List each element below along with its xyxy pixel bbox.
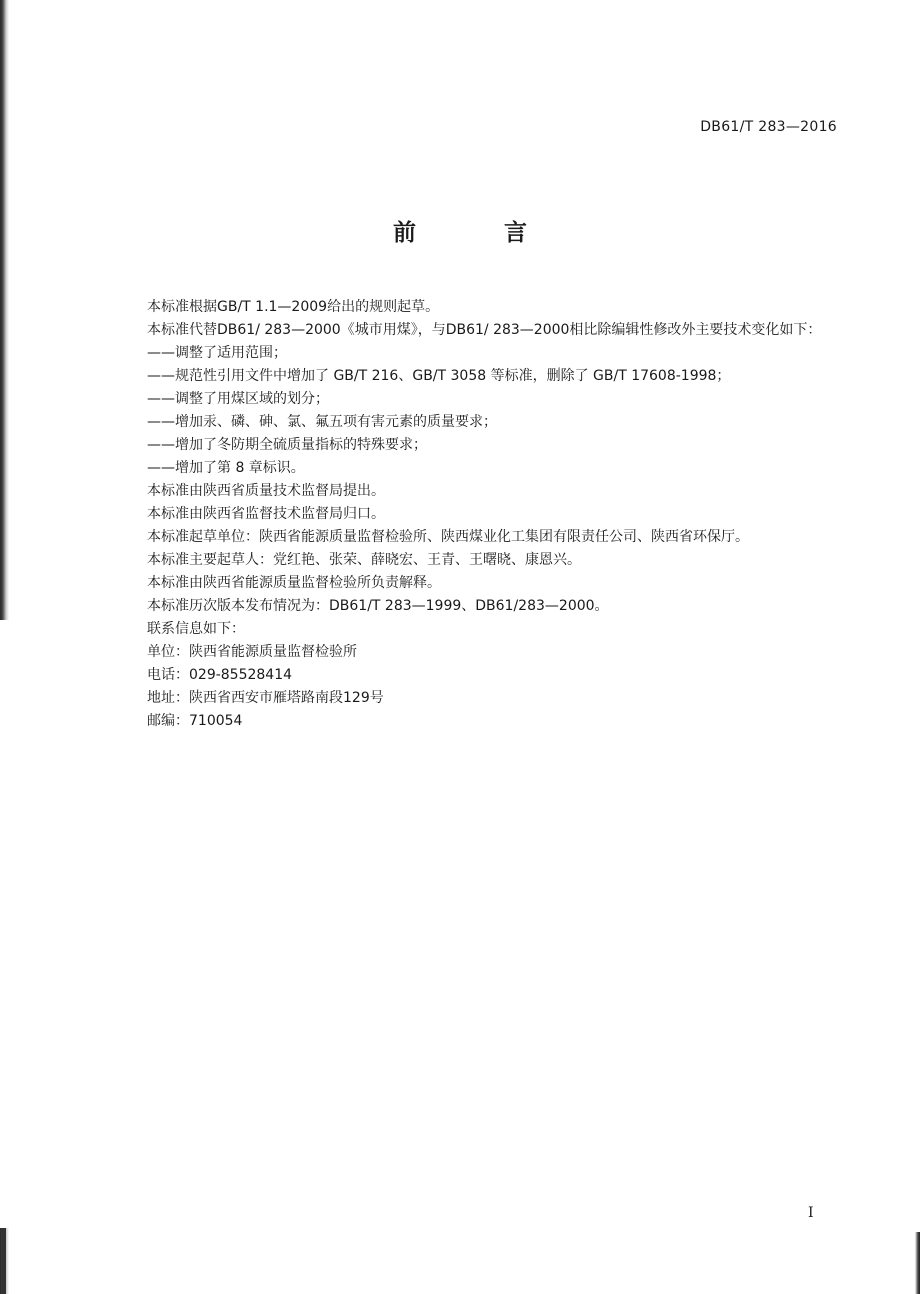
paragraph-drafters: 本标准主要起草人：党红艳、张荣、薛晓宏、王青、王曙晓、康恩兴。	[147, 552, 581, 568]
change-item: ——调整了用煤区域的划分；	[147, 391, 329, 407]
change-item: ——增加汞、磷、砷、氯、氟五项有害元素的质量要求；	[147, 414, 497, 430]
contact-heading: 联系信息如下：	[147, 621, 245, 637]
contact-phone: 电话：029-85528414	[147, 667, 293, 683]
paragraph-version-history: 本标准历次版本发布情况为：DB61/T 283—1999、DB61/283—2000。	[147, 598, 609, 614]
change-item: ——调整了适用范围；	[147, 345, 287, 361]
page-title: 前 言	[392, 220, 567, 246]
paragraph-proposed-by: 本标准由陕西省质量技术监督局提出。	[147, 483, 385, 499]
paragraph-drafting-rules: 本标准根据GB/T 1.1—2009给出的规则起草。	[147, 299, 440, 315]
paragraph-centralized-by: 本标准由陕西省监督技术监督局归口。	[147, 506, 385, 522]
contact-unit: 单位：陕西省能源质量监督检验所	[147, 644, 357, 660]
scan-edge-left-gap	[0, 620, 10, 1228]
paragraph-interpretation: 本标准由陕西省能源质量监督检验所负责解释。	[147, 575, 441, 591]
changes-list	[119, 342, 839, 480]
scan-edge-right-lower	[915, 1232, 920, 1294]
contact-postcode: 邮编：710054	[147, 713, 243, 729]
document-body	[119, 296, 839, 733]
change-item: ——增加了第 8 章标识。	[147, 460, 305, 476]
change-item: ——规范性引用文件中增加了 GB/T 216、GB/T 3058 等标准，删除了 GB/T 17608-1998；	[147, 368, 731, 384]
contact-address: 地址：陕西省西安市雁塔路南段129号	[147, 690, 384, 706]
change-item: ——增加了冬防期全硫质量指标的特殊要求；	[147, 437, 427, 453]
document-code: DB61/T 283—2016	[700, 119, 837, 135]
paragraph-drafting-units: 本标准起草单位：陕西省能源质量监督检验所、陕西煤业化工集团有限责任公司、陕西省环保厅。	[147, 529, 749, 545]
scan-edge-left-lower	[2, 1228, 6, 1294]
paragraph-replacement: 本标准代替DB61/ 283—2000《城市用煤》，与DB61/ 283—2000相比除编辑性修改外主要技术变化如下：	[147, 322, 822, 338]
page-number: I	[808, 1205, 814, 1221]
